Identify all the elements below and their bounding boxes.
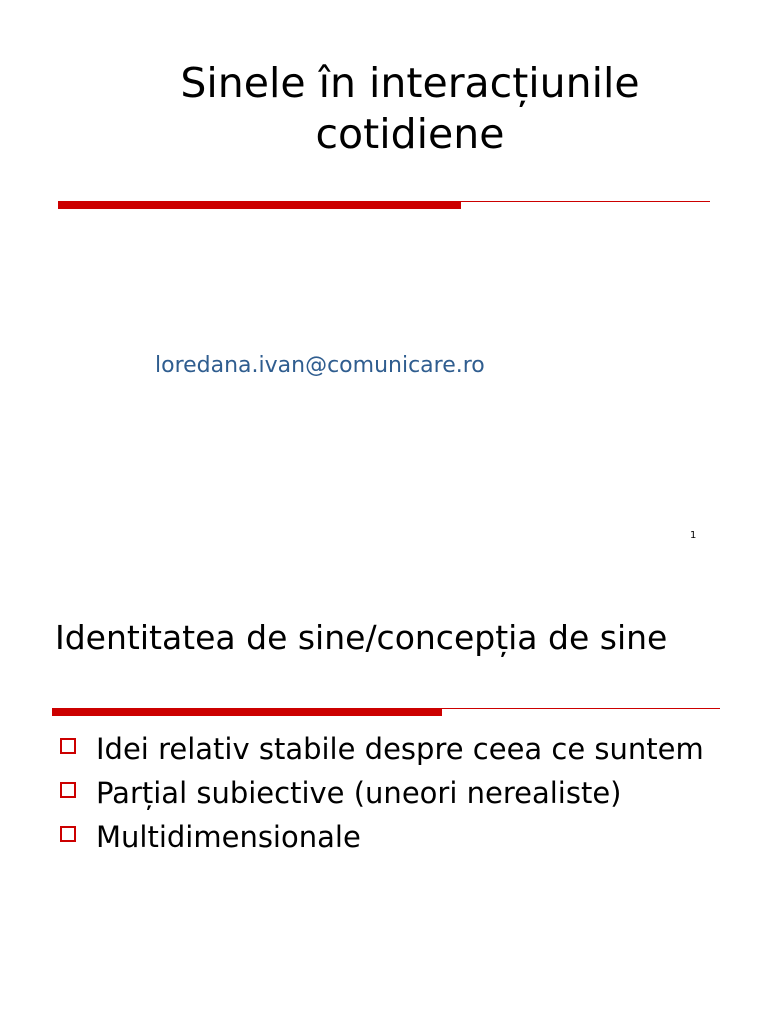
bullet-item: [58, 818, 718, 856]
slide-heading: Identitatea de sine/concepția de sine: [55, 618, 668, 657]
title-divider-thick: [58, 201, 461, 209]
square-bullet-icon: [60, 782, 76, 798]
slide-number: 1: [690, 530, 697, 541]
slide-title-line-1: Sinele în interacțiunile: [180, 59, 640, 107]
square-bullet-icon: [60, 738, 76, 754]
heading-divider-thin: [442, 708, 720, 709]
slide-title-line-2: cotidiene: [315, 110, 505, 158]
bullet-text: Multidimensionale: [96, 820, 361, 854]
heading-divider-thick: [52, 708, 442, 716]
bullet-item: [58, 774, 718, 812]
slide-title: [100, 58, 720, 160]
bullet-item: [58, 730, 718, 768]
author-email: loredana.ivan@comunicare.ro: [155, 353, 485, 378]
slide-2: [0, 572, 768, 1024]
bullet-text: Parțial subiective (uneori nerealiste): [96, 776, 622, 810]
bullet-list: [58, 730, 718, 862]
square-bullet-icon: [60, 826, 76, 842]
title-divider-thin: [461, 201, 710, 202]
bullet-text: Idei relativ stabile despre ceea ce suntem: [96, 732, 704, 766]
